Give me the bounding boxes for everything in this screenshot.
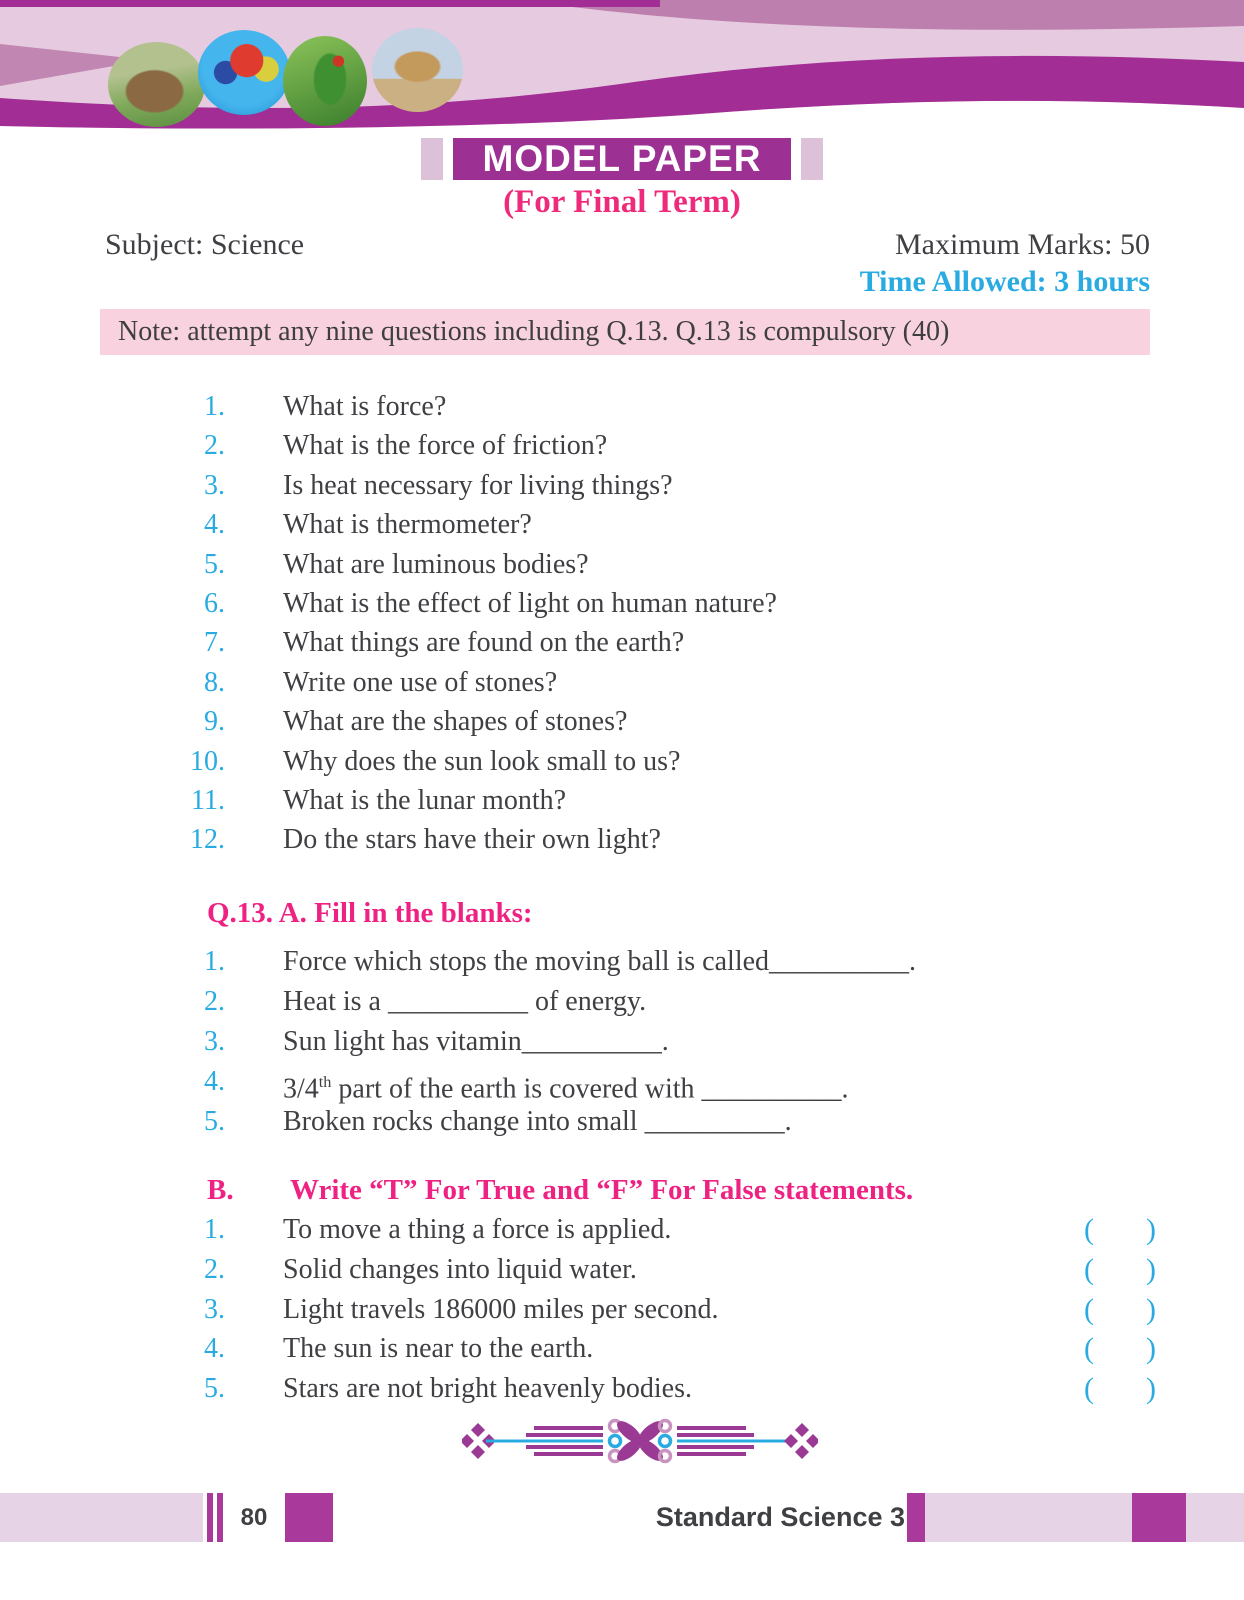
answer-blank	[1084, 1369, 1156, 1409]
question-number: 5.	[204, 548, 225, 580]
true-false-item	[0, 1369, 1244, 1409]
parrot-photo	[283, 36, 367, 126]
tf-number: 2.	[204, 1253, 225, 1285]
fill-number: 1.	[204, 946, 225, 977]
footer-stripe	[217, 1493, 223, 1542]
paren-open: (	[1084, 1252, 1094, 1286]
max-marks-label: Maximum Marks: 50	[895, 228, 1150, 261]
question-item	[0, 663, 1244, 702]
question-item	[0, 820, 1244, 859]
fill-item	[0, 1102, 1244, 1142]
paren-close: )	[1146, 1213, 1156, 1246]
paren-close: )	[1146, 1372, 1156, 1406]
question-item	[0, 584, 1244, 623]
question-item	[0, 623, 1244, 662]
fill-number: 4.	[204, 1066, 225, 1097]
page-title: MODEL PAPER	[453, 138, 792, 180]
fill-number: 5.	[204, 1106, 225, 1137]
true-false-item	[0, 1329, 1244, 1369]
question-text: Write one use of stones?	[283, 666, 558, 698]
tf-text: The sun is near to the earth.	[283, 1333, 594, 1365]
question-text: What are the shapes of stones?	[283, 706, 628, 738]
footer-stripe	[207, 1493, 213, 1542]
footer-right-bar	[925, 1493, 1244, 1542]
title-right-accent	[801, 138, 823, 180]
fill-item	[0, 982, 1244, 1022]
answer-blank	[1084, 1250, 1156, 1290]
question-item	[0, 466, 1244, 505]
tf-number: 5.	[204, 1373, 225, 1405]
tf-text: To move a thing a force is applied.	[283, 1214, 672, 1245]
question-text: Do the stars have their own light?	[283, 824, 661, 856]
question-item	[0, 426, 1244, 465]
title-left-accent	[421, 138, 443, 180]
question-text: What are luminous bodies?	[283, 548, 589, 580]
text-part: 3/4	[283, 1073, 319, 1105]
question-number: 12.	[190, 824, 225, 856]
true-false-list	[0, 1210, 1244, 1409]
question-number: 11.	[191, 784, 225, 816]
question-item	[0, 781, 1244, 820]
question-item	[0, 742, 1244, 781]
fill-text: Heat is a __________ of energy.	[283, 986, 647, 1017]
true-false-item	[0, 1290, 1244, 1330]
superscript-th: th	[318, 1073, 332, 1091]
tf-number: 4.	[204, 1333, 225, 1365]
balloons-photo	[198, 30, 290, 115]
question-text: What is the force of friction?	[283, 430, 608, 462]
question-number: 10.	[190, 745, 225, 777]
fill-item	[0, 1062, 1244, 1105]
fill-text: Force which stops the moving ball is called__________.	[283, 946, 917, 977]
subject-label: Subject: Science	[105, 228, 305, 261]
question-item	[0, 505, 1244, 544]
true-false-item	[0, 1250, 1244, 1290]
tf-text: Light travels 186000 miles per second.	[283, 1293, 719, 1325]
subtitle: (For Final Term)	[503, 184, 741, 220]
fill-text: Sun light has vitamin__________.	[283, 1026, 669, 1057]
paren-open: (	[1084, 1372, 1094, 1406]
tf-text: Solid changes into liquid water.	[283, 1253, 637, 1285]
right-diamond-cluster-icon	[784, 1423, 818, 1459]
fill-text: Broken rocks change into small __________.	[283, 1106, 792, 1137]
time-allowed-label: Time Allowed: 3 hours	[859, 265, 1150, 298]
question-text: What is the effect of light on human nature?	[283, 587, 777, 619]
title-row	[0, 138, 1244, 180]
question-number: 6.	[204, 587, 225, 619]
text-part: part of the earth is covered with __________.	[331, 1073, 849, 1105]
question-item	[0, 387, 1244, 426]
fill-number: 3.	[204, 1026, 225, 1057]
question-number: 2.	[204, 430, 225, 462]
page-number: 80	[240, 1504, 268, 1531]
footer	[0, 1493, 1244, 1542]
q13b-label: B.	[207, 1174, 234, 1206]
book-title: Standard Science 3	[655, 1502, 905, 1532]
fill-in-blanks-list	[0, 942, 1244, 1142]
question-text: Why does the sun look small to us?	[283, 745, 681, 777]
footer-left-block	[285, 1493, 333, 1542]
paren-close: )	[1146, 1332, 1156, 1366]
ornament-divider	[462, 1416, 818, 1466]
question-number: 1.	[204, 391, 225, 422]
question-number: 8.	[204, 666, 225, 698]
cheetah-photo	[372, 28, 463, 112]
paren-close: )	[1146, 1252, 1156, 1286]
q13a-heading: Q.13. A. Fill in the blanks:	[207, 897, 533, 929]
question-number: 4.	[204, 509, 225, 541]
paren-open: (	[1084, 1292, 1094, 1326]
paren-open: (	[1084, 1332, 1094, 1366]
tf-number: 3.	[204, 1293, 225, 1325]
right-dot-stack-icon	[660, 1421, 671, 1462]
question-text: What is force?	[283, 391, 447, 422]
question-list	[0, 387, 1244, 860]
footer-right-block	[1132, 1493, 1186, 1542]
fill-number: 2.	[204, 986, 225, 1017]
bear-photo	[108, 42, 205, 127]
paren-close: )	[1146, 1292, 1156, 1326]
paren-open: (	[1084, 1213, 1094, 1246]
question-item	[0, 702, 1244, 741]
answer-blank	[1084, 1329, 1156, 1369]
question-number: 3.	[204, 469, 225, 501]
question-number: 7.	[204, 627, 225, 659]
question-text: What is the lunar month?	[283, 784, 567, 816]
answer-blank	[1084, 1210, 1156, 1250]
tf-number: 1.	[204, 1214, 225, 1245]
note-bar: Note: attempt any nine questions including Q.13. Q.13 is compulsory (40)	[100, 309, 1150, 355]
question-number: 9.	[204, 706, 225, 738]
question-text: What is thermometer?	[283, 509, 532, 541]
true-false-item	[0, 1210, 1244, 1250]
question-text: Is heat necessary for living things?	[283, 469, 673, 501]
fill-item	[0, 942, 1244, 982]
tf-text: Stars are not bright heavenly bodies.	[283, 1373, 693, 1405]
question-item	[0, 545, 1244, 584]
footer-stripe	[907, 1493, 925, 1542]
answer-blank	[1084, 1290, 1156, 1330]
footer-left-bar	[0, 1493, 203, 1542]
question-text: What things are found on the earth?	[283, 627, 685, 659]
q13b-heading: Write “T” For True and “F” For False statements.	[290, 1174, 914, 1206]
fill-item	[0, 1022, 1244, 1062]
